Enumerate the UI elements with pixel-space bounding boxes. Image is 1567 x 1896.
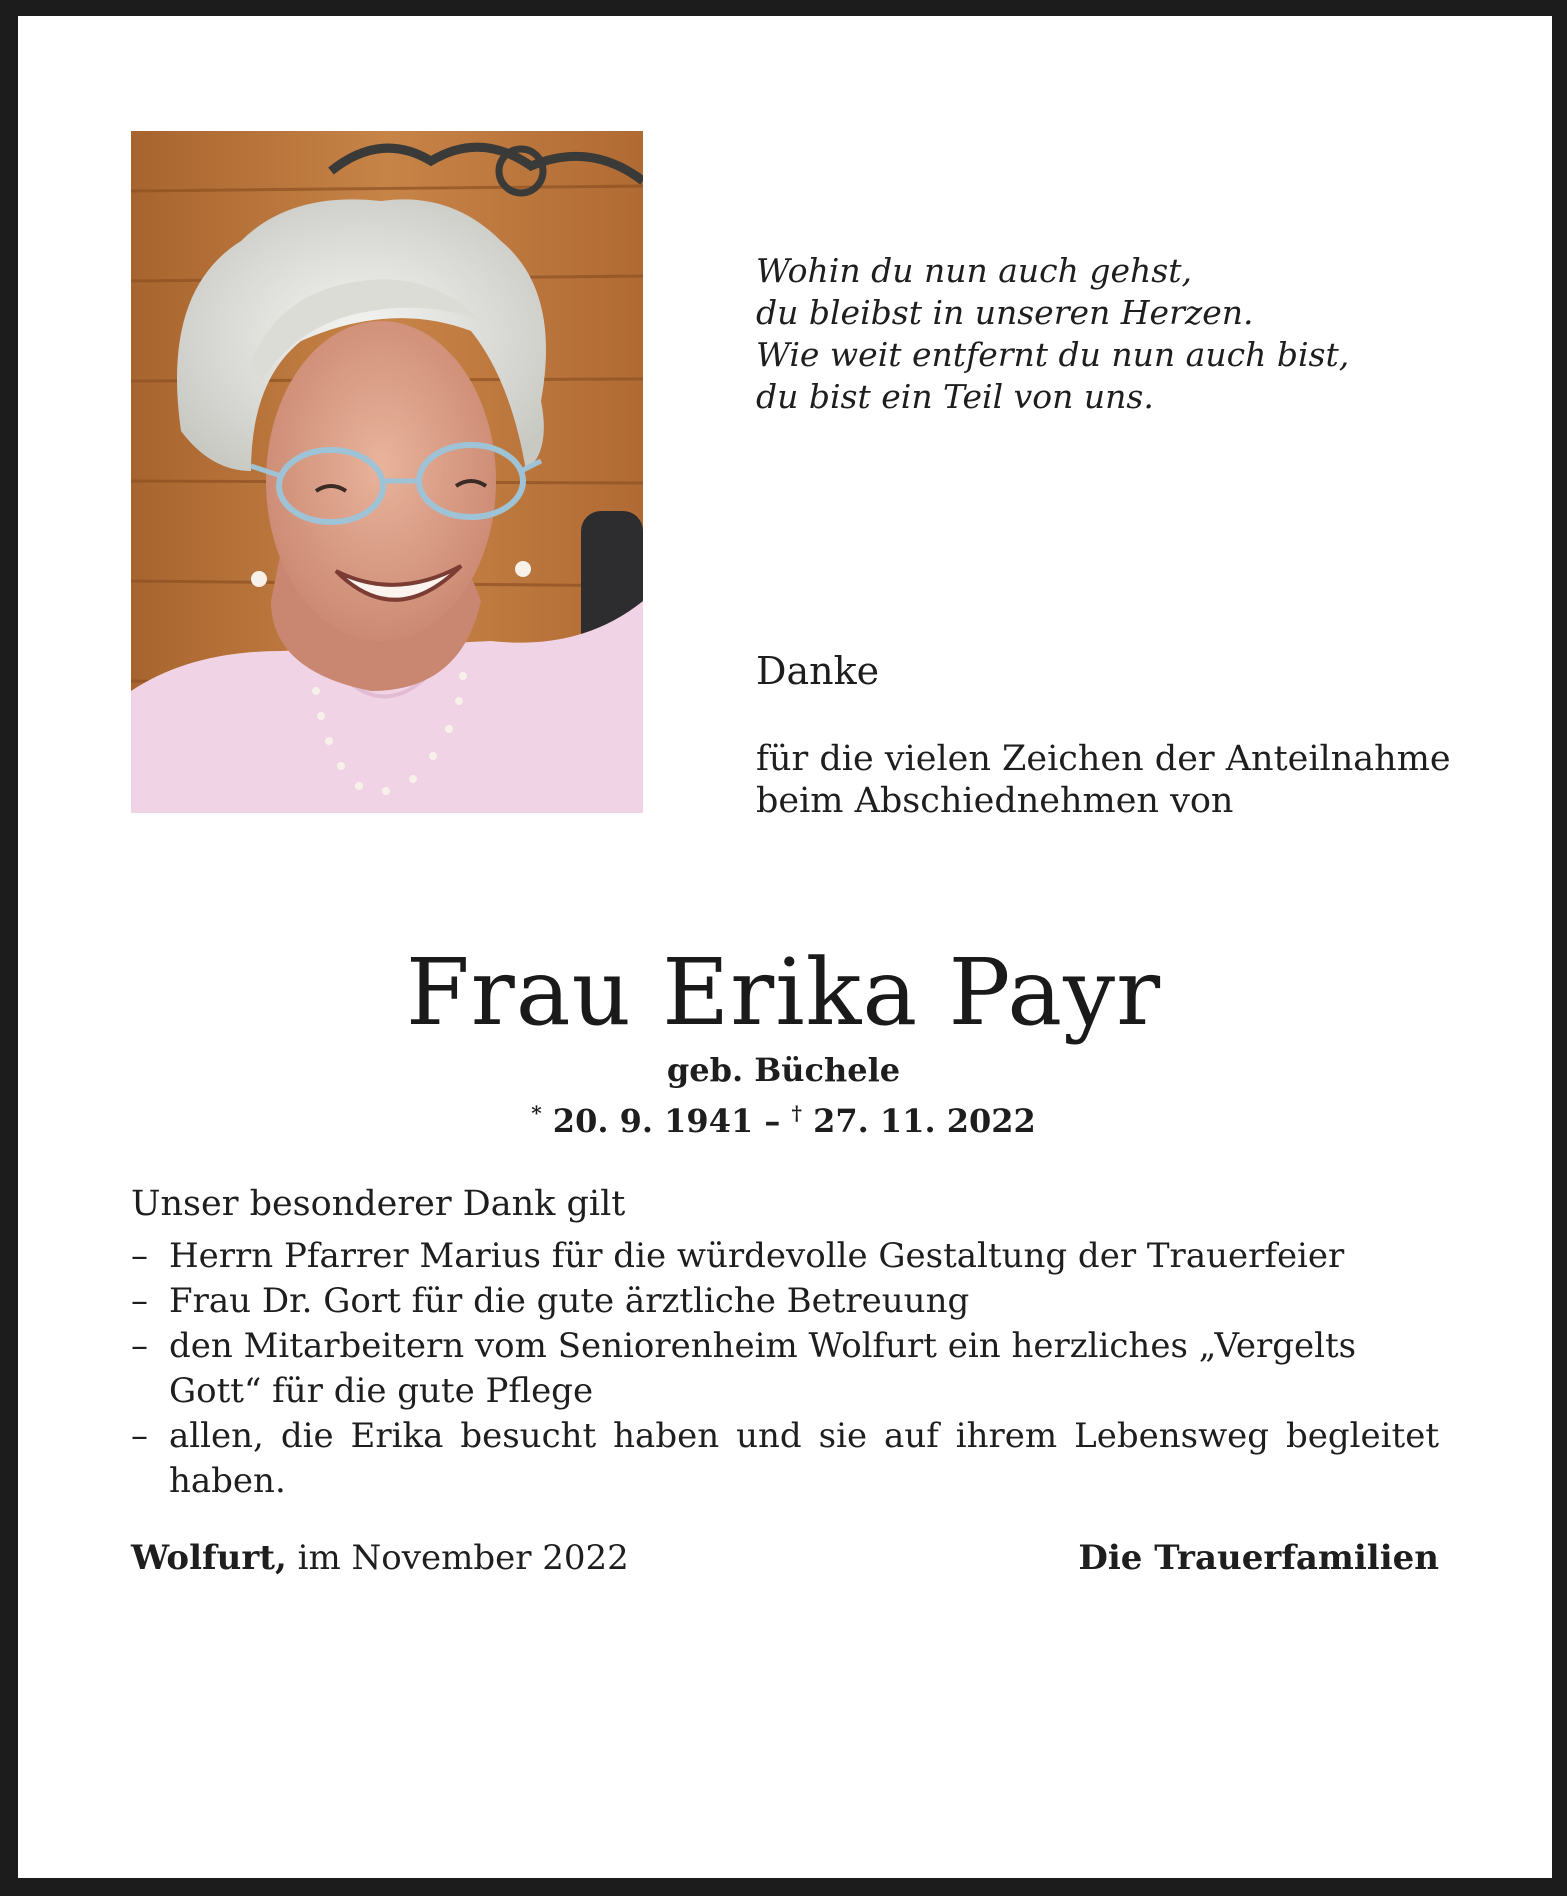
- list-item: [131, 1279, 1439, 1324]
- list-item: [131, 1414, 1439, 1504]
- gratitude-list: [131, 1234, 1439, 1504]
- list-dash: –: [131, 1236, 148, 1276]
- thanks-heading: Danke: [756, 649, 880, 693]
- poem-line: du bleibst in unseren Herzen.: [756, 293, 1254, 332]
- list-item-text: allen, die Erika besucht haben und sie auf ihrem Lebensweg begleitet haben.: [169, 1416, 1439, 1501]
- memorial-poem: [756, 250, 1349, 418]
- poem-line: Wie weit entfernt du nun auch bist,: [756, 335, 1350, 374]
- death-date: 27. 11. 2022: [813, 1102, 1036, 1140]
- thanks-text: [756, 738, 1451, 822]
- death-symbol: †: [791, 1101, 802, 1125]
- list-dash: –: [131, 1416, 148, 1456]
- poem-line: du bist ein Teil von uns.: [756, 377, 1154, 416]
- life-dates: [0, 1093, 1567, 1141]
- signature: Die Trauerfamilien: [1078, 1538, 1439, 1578]
- list-dash: –: [131, 1281, 148, 1321]
- birth-symbol: *: [531, 1101, 542, 1125]
- portrait-photo: [131, 131, 643, 813]
- closing-date: im November 2022: [286, 1538, 629, 1578]
- list-item: [131, 1324, 1439, 1414]
- list-item-text: Herrn Pfarrer Marius für die würdevolle Gestaltung der Trauerfeier: [169, 1236, 1345, 1276]
- poem-line: Wohin du nun auch gehst,: [756, 251, 1192, 290]
- maiden-name: geb. Büchele: [666, 1051, 901, 1089]
- gratitude-intro: Unser besonderer Dank gilt: [131, 1184, 626, 1224]
- place-name: Wolfurt,: [131, 1538, 287, 1578]
- deceased-name: Frau Erika Payr: [405, 939, 1162, 1046]
- list-item-text: Frau Dr. Gort für die gute ärztliche Betreuung: [169, 1281, 970, 1321]
- birth-date: 20. 9. 1941: [552, 1102, 754, 1140]
- list-item: [131, 1234, 1439, 1279]
- thanks-line: für die vielen Zeichen der Anteilnahme: [756, 739, 1451, 779]
- closing-line: [131, 1536, 1439, 1580]
- list-item-text: den Mitarbeitern vom Seniorenheim Wolfurt ein herzliches „Vergelts Gott“ für die gute Pflege: [169, 1326, 1357, 1411]
- thanks-line: beim Abschiednehmen von: [756, 781, 1234, 821]
- list-dash: –: [131, 1326, 148, 1366]
- date-separator: –: [753, 1102, 792, 1140]
